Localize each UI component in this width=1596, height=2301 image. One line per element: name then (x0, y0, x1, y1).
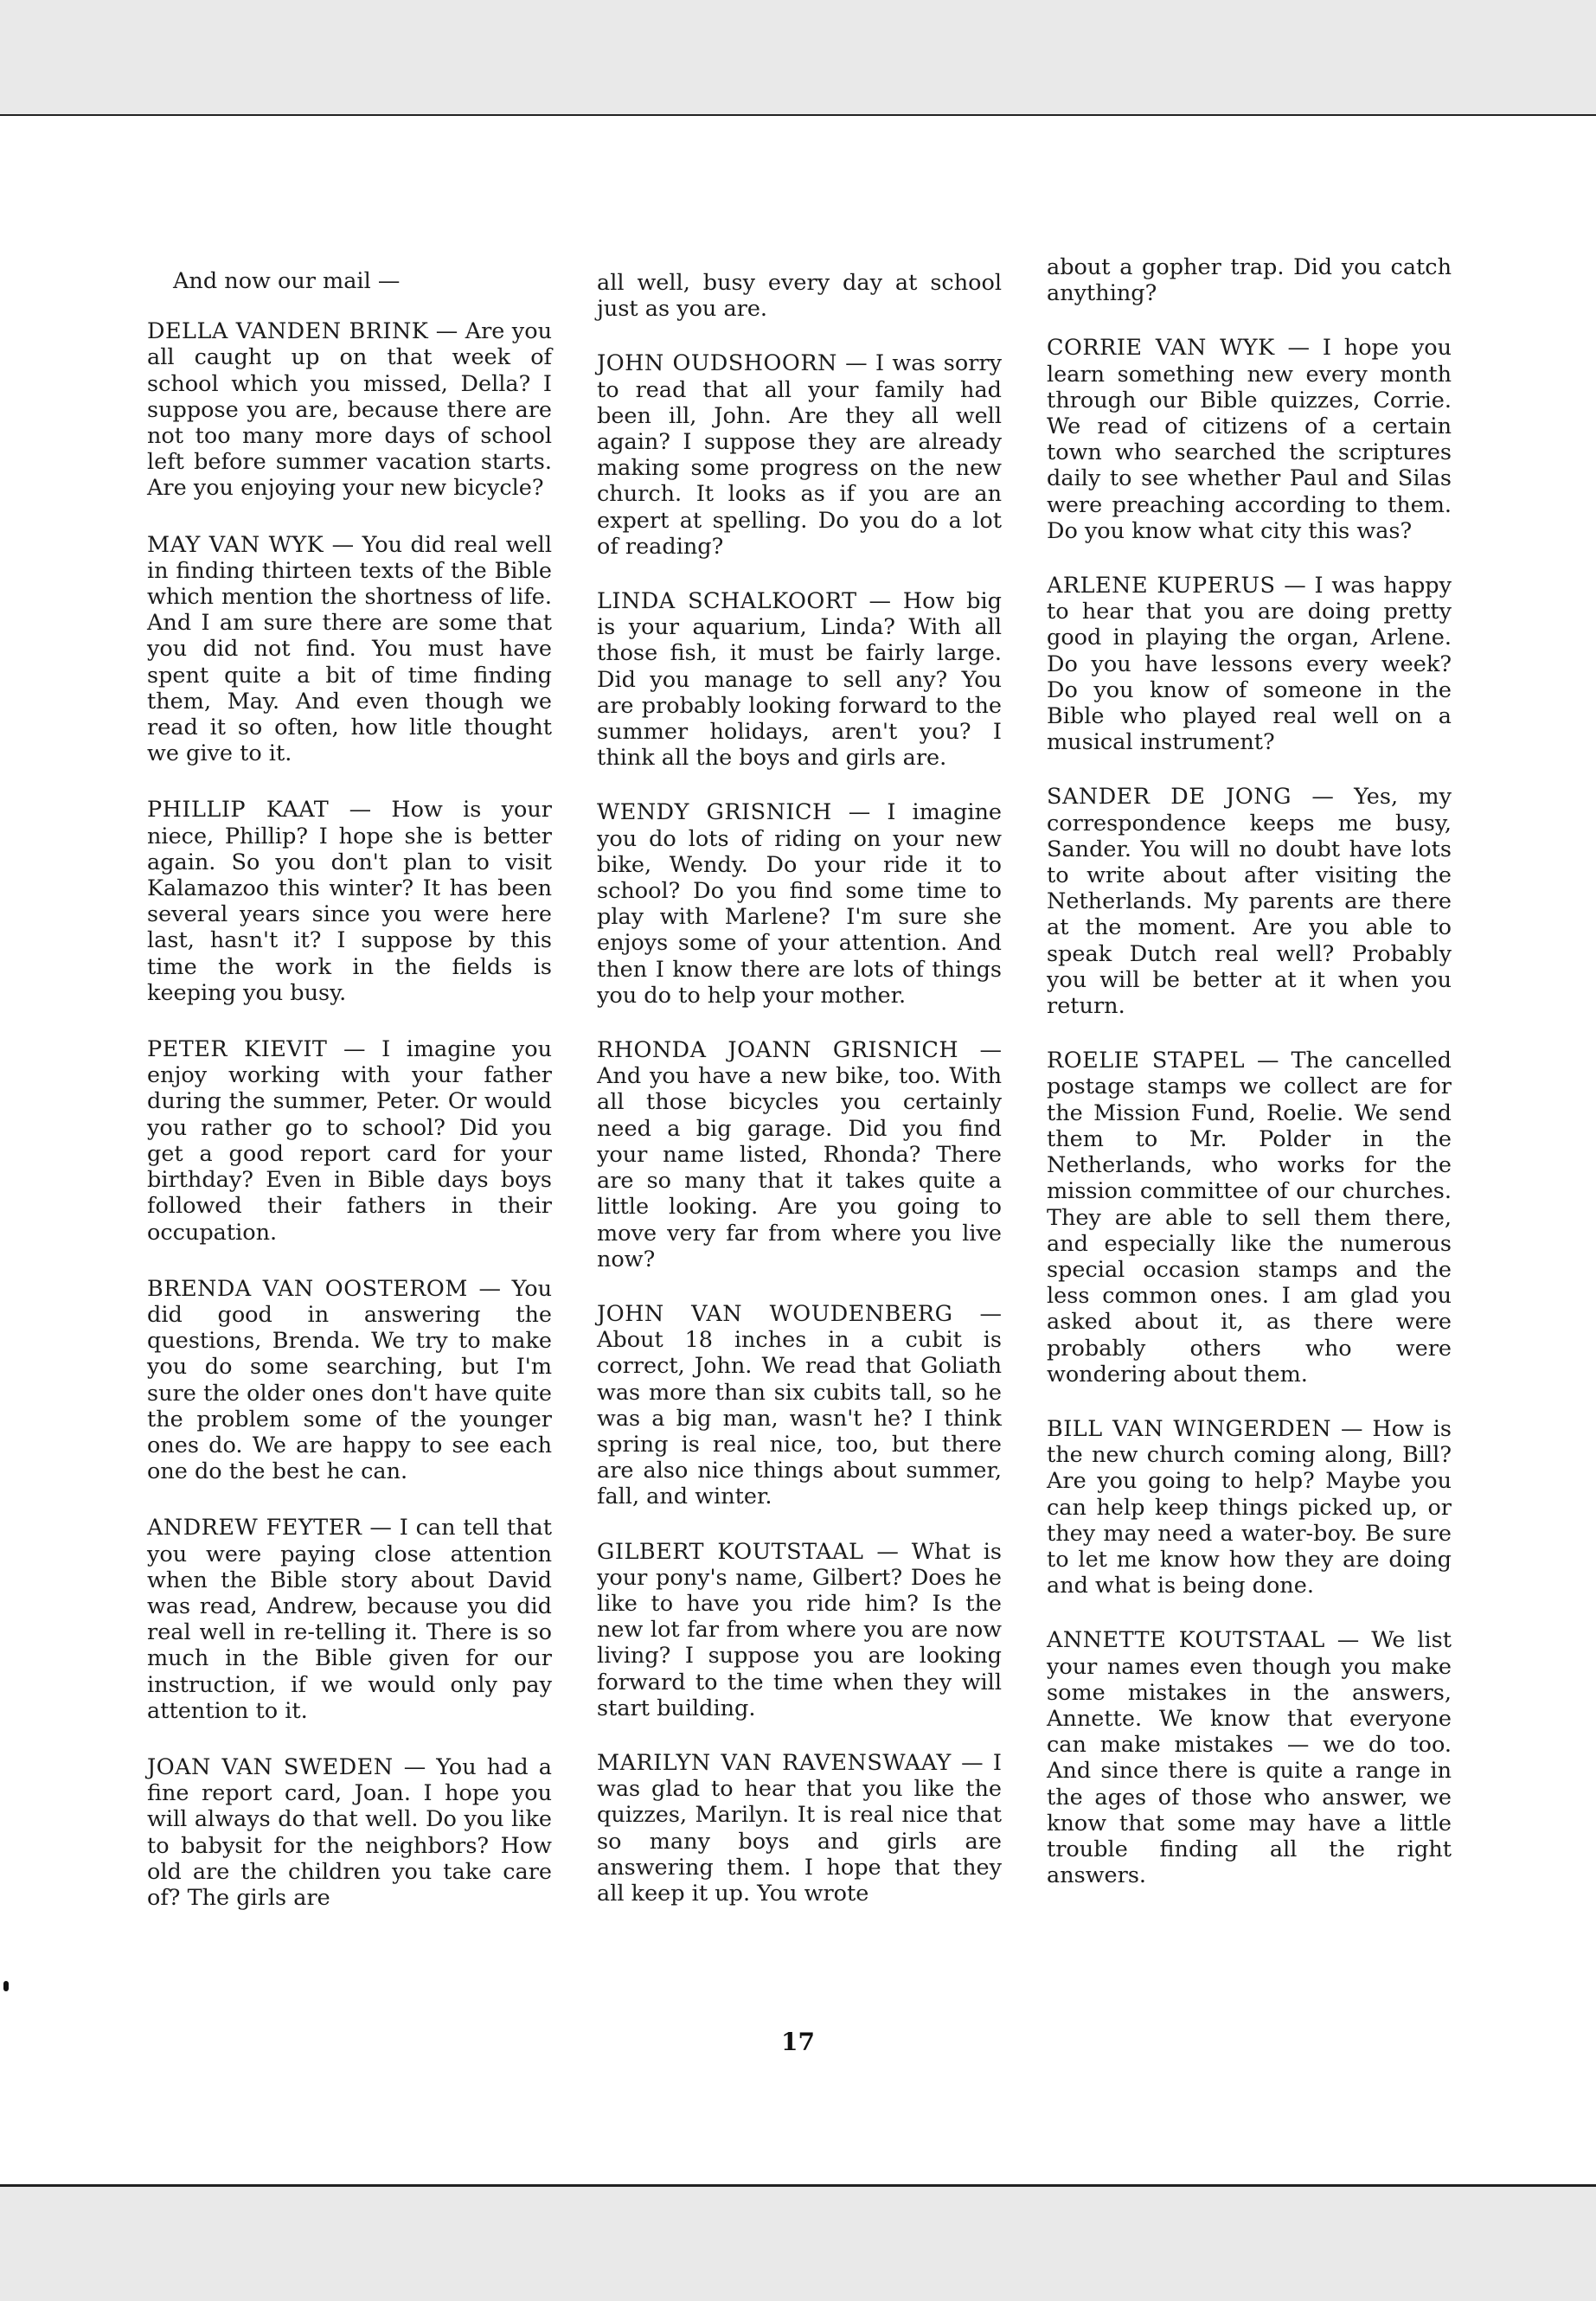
name-dash: — (1274, 335, 1323, 362)
letter-reply-text: I can tell that you were paying close attention when the Bible story about David was read, Andrew, because you did real well in re-telling it. There is so much in the Bible given for our instruction, if we would only pay attention to it. (147, 1515, 552, 1724)
letter-reply-text: How big is your aquarium, Linda? With all those fish, it must be fairly large. Did you manage to sell any? You are probably looking forward to the summer holidays, aren't you? I think all the boys and girls are. (597, 588, 1002, 772)
name-dash: — (362, 1515, 400, 1541)
column-1 (147, 268, 552, 1941)
name-dash: — (393, 1753, 437, 1780)
letter-reply-text: We list your names even though you make some mistakes in the answers, Annette. We know that everyone can make mistakes — we do too. And since there is quite a range in the ages of those who answer, we know that some may have a little trouble finding all the right answers. (1047, 1627, 1452, 1889)
letter-reply-text: You did good in answering the questions, Brenda. We try to make you do some searching, but I'm sure the older ones don't have quite the problem some of the younger ones do. We are happy to see each one do the best he can. (147, 1275, 552, 1485)
name-dash: — (836, 350, 875, 377)
name-dash: — (1275, 573, 1315, 599)
letter-entry (597, 588, 1002, 771)
mail-intro: And now our mail — (173, 268, 401, 294)
name-dash: — (958, 1037, 1002, 1064)
letter-recipient-name: PETER KIEVIT (147, 1036, 328, 1063)
letter-entry (1047, 1627, 1452, 1888)
letter-recipient-name: ROELIE STAPEL (1047, 1048, 1246, 1074)
letter-reply-text: about a gopher trap. Did you catch anything? (1047, 254, 1452, 307)
letter-recipient-name: GILBERT KOUTSTAAL (597, 1538, 864, 1565)
letter-recipient-name: ARLENE KUPERUS (1047, 573, 1276, 599)
name-dash: — (1292, 784, 1355, 811)
column-2 (597, 270, 1002, 1935)
name-dash: — (428, 318, 465, 345)
column-3 (1047, 254, 1452, 1917)
letter-entry (597, 1539, 1002, 1721)
letter-reply-text: The cancelled postage stamps we collect are for the Mission Fund, Roelie. We send them to Mr. Polder in the Netherlands, who works for the mission committee of our churches. They are able to sell them there, and especially like the numerous special occasion stamps and the less common ones. I am glad you asked about it, as there were probably others who were wondering about them. (1047, 1048, 1452, 1388)
letter-entry (597, 350, 1002, 560)
letter-recipient-name: LINDA SCHALKOORT (597, 588, 857, 615)
name-dash: — (951, 1749, 993, 1776)
magazine-page (0, 114, 1596, 2187)
letter-recipient-name: BILL VAN WINGERDEN (1047, 1415, 1332, 1442)
letter-reply-text: I was glad to hear that you like the quizzes, Marilyn. It is real nice that so many boys and girls are answering them. I hope that they all keep it up. You wrote (597, 1749, 1002, 1907)
letter-reply-text: I imagine you do lots of riding on your new bike, Wendy. Do your ride it to school? Do you find some time to play with Marlene? I'm sure she enjoys some of your attention. And then I know there are lots of things you do to help your mother. (597, 799, 1002, 1009)
letter-entry (147, 1036, 552, 1246)
letter-entry (597, 799, 1002, 1009)
letter-entry (147, 797, 552, 1006)
letter-entry (1047, 1048, 1452, 1388)
letter-entry (597, 1750, 1002, 1907)
letter-entry (1047, 335, 1452, 544)
name-dash: — (1324, 1627, 1372, 1654)
letter-reply-text: And you have a new bike, too. With all those bicycles you certainly need a big garage. Did you find your name listed, Rhonda? There are so many that it takes quite a little looking. Are you going to move very far from where you live now? (597, 1063, 1002, 1272)
letter-entry (147, 1515, 552, 1724)
name-dash: — (327, 1036, 382, 1063)
letter-reply-text: Are you all caught up on that week of school which you missed, Della? I suppose you are, because there are not too many more days of school left before summer vacation starts. Are you enjoying your new bicycle? (147, 318, 552, 502)
letter-reply-text: I was happy to hear that you are doing pretty good in playing the organ, Arlene. Do you have lessons every week? Do you know of someone in the Bible who played real well on a musical instrument? (1047, 573, 1452, 756)
letter-entry (1047, 1416, 1452, 1599)
letter-entry (147, 1754, 552, 1911)
letter-recipient-name: ANNETTE KOUTSTAAL (1047, 1627, 1325, 1654)
letter-recipient-name: PHILLIP KAAT (147, 797, 330, 824)
letter-reply-text: How is the new church coming along, Bill? Are you going to help? Maybe you can help keep things picked up, or they may need a water-boy. Be sure to let me know how they are doing and what is being done. (1047, 1415, 1452, 1599)
name-dash: — (952, 1300, 1003, 1327)
letter-recipient-name: WENDY GRISNICH (597, 799, 832, 826)
letter-reply-text: I was sorry to read that all your family had been ill, John. Are they all well again? I suppose they are already making some progress on the new church. It looks as if you are an expert at spelling. Do you do a lot of reading? (597, 350, 1003, 560)
letter-entry (147, 1276, 552, 1485)
letter-entry (1047, 254, 1452, 306)
scan-mark (3, 1981, 9, 1991)
letter-entry (147, 532, 552, 767)
letter-recipient-name: JOAN VAN SWEDEN (147, 1753, 394, 1780)
letter-reply-text: I imagine you enjoy working with your father during the summer, Peter. Or would you rather go to school? Did you get a good report card for your birthday? Even in Bible days boys followed their fathers in their occupation. (147, 1036, 552, 1246)
letter-recipient-name: RHONDA JOANN GRISNICH (597, 1037, 959, 1064)
letter-recipient-name: CORRIE VAN WYK (1047, 335, 1275, 362)
letter-recipient-name: JOHN OUDSHOORN (597, 350, 837, 377)
letter-reply-text: What is your pony's name, Gilbert? Does he like to have you ride him? Is the new lot far from where you are now living? I suppose you are looking forward to the time when they will start building. (597, 1538, 1002, 1721)
letter-entry (597, 1301, 1002, 1510)
letter-recipient-name: BRENDA VAN OOSTEROM (147, 1275, 468, 1302)
letter-recipient-name: MARILYN VAN RAVENSWAAY (597, 1749, 952, 1776)
letter-entry (1047, 573, 1452, 755)
name-dash: — (831, 799, 888, 826)
name-dash: — (467, 1275, 512, 1302)
letter-reply-text: I hope you learn something new every month through our Bible quizzes, Corrie. We read of citizens of a certain town who searched the scriptures daily to see whether Paul and Silas were preaching according to them. Do you know what city this was? (1047, 335, 1452, 544)
letter-reply-text: You did real well in finding thirteen texts of the Bible which mention the shortness of life. And I am sure there are some that you did not find. You must have spent quite a bit of time finding them, May. And even though we read it so often, how litle thought we give to it. (147, 531, 552, 767)
name-dash: — (324, 531, 362, 558)
letter-reply-text: About 18 inches in a cubit is correct, John. We read that Goliath was more than six cubits tall, so he was a big man, wasn't he? I think spring is real nice, too, but there are also nice things about summer, fall, and winter. (597, 1327, 1002, 1510)
name-dash: — (329, 797, 392, 824)
letter-reply-text: You had a fine report card, Joan. I hope you will always do that well. Do you like to babysit for the neighbors? How old are the children you take care of? The girls are (147, 1753, 552, 1911)
letter-recipient-name: DELLA VANDEN BRINK (147, 318, 429, 345)
page-number: 17 (781, 2028, 815, 2056)
letter-recipient-name: ANDREW FEYTER (147, 1515, 362, 1541)
name-dash: — (856, 588, 903, 615)
name-dash: — (1245, 1048, 1292, 1074)
letter-recipient-name: MAY VAN WYK (147, 531, 324, 558)
letter-entry (597, 270, 1002, 322)
name-dash: — (1331, 1415, 1373, 1442)
letter-recipient-name: JOHN VAN WOUDENBERG (597, 1300, 953, 1327)
letter-recipient-name: SANDER DE JONG (1047, 784, 1292, 811)
letter-entry (597, 1037, 1002, 1272)
letter-entry (1047, 784, 1452, 1019)
letter-reply-text: all well, busy every day at school just as you are. (597, 270, 1002, 323)
letter-entry (147, 318, 552, 501)
name-dash: — (863, 1538, 912, 1565)
letter-reply-text: How is your niece, Phillip? I hope she is better again. So you don't plan to visit Kalamazoo this winter? It has been several years since you were here last, hasn't it? I suppose by this time the work in the fields is keeping you busy. (147, 797, 552, 1006)
letter-reply-text: Yes, my correspondence keeps me busy, Sander. You will no doubt have lots to write about after visiting the Netherlands. My parents are there at the moment. Are you able to speak Dutch real well? Probably you will be better at it when you return. (1047, 784, 1452, 1020)
